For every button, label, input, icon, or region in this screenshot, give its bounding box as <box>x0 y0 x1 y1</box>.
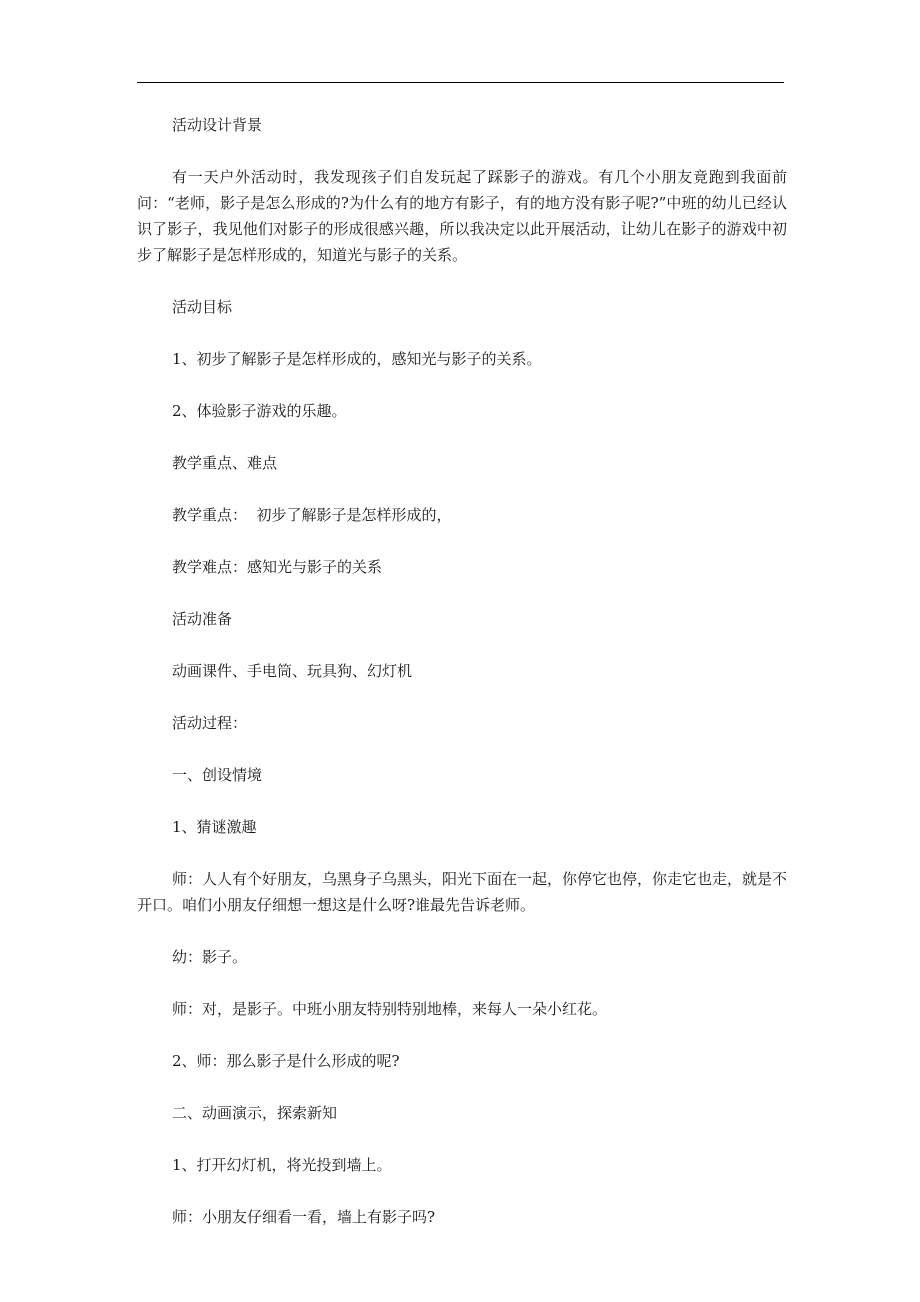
process-substep-projector: 1、打开幻灯机，将光投到墙上。 <box>172 1156 392 1174</box>
header-rule <box>137 82 784 83</box>
background-paragraph: 有一天户外活动时，我发现孩子们自发玩起了踩影子的游戏。有几个小朋友竟跑到我面前问：“老师，影子是怎么形成的?为什么有的地方有影子，有的地方没有影子呢?”中班的幼儿已经认识了影子，我见他们对影子的形成很感兴趣，所以我决定以此开展活动，让幼儿在影子的游戏中初步了解影子是怎样形成的，知道光与影子的关系。 <box>137 168 787 264</box>
preparation-materials: 动画课件、手电筒、玩具狗、幻灯机 <box>172 662 413 680</box>
difficult-point: 教学难点：感知光与影子的关系 <box>172 558 383 576</box>
goal-item-2: 2、体验影子游戏的乐趣。 <box>172 402 347 420</box>
goal-item-1: 1、初步了解影子是怎样形成的，感知光与影子的关系。 <box>172 350 542 368</box>
section-heading-goals: 活动目标 <box>172 298 233 316</box>
teacher-riddle: 师：人人有个好朋友，乌黑身子乌黑头，阳光下面在一起，你停它也停，你走它也走，就是不开口。咱们小朋友仔细想一想这是什么呀?谁最先告诉老师。 <box>137 870 788 914</box>
child-answer: 幼：影子。 <box>172 948 248 966</box>
section-heading-key-points: 教学重点、难点 <box>172 454 278 472</box>
process-step-1-heading: 一、创设情境 <box>172 766 263 784</box>
section-heading-background: 活动设计背景 <box>172 116 263 134</box>
teacher-observe: 师：小朋友仔细看一看，墙上有影子吗? <box>172 1208 436 1226</box>
teacher-praise: 师：对，是影子。中班小朋友特别特别地棒，来每人一朵小红花。 <box>172 1000 608 1018</box>
process-substep-riddle: 1、猜谜激趣 <box>172 818 257 836</box>
document-body <box>137 112 787 1256</box>
section-heading-process: 活动过程： <box>172 714 248 732</box>
section-heading-preparation: 活动准备 <box>172 610 233 628</box>
teacher-question: 2、师：那么影子是什么形成的呢? <box>172 1052 400 1070</box>
key-point: 教学重点： 初步了解影子是怎样形成的， <box>172 506 452 524</box>
process-step-2-heading: 二、动画演示，探索新知 <box>172 1104 338 1122</box>
